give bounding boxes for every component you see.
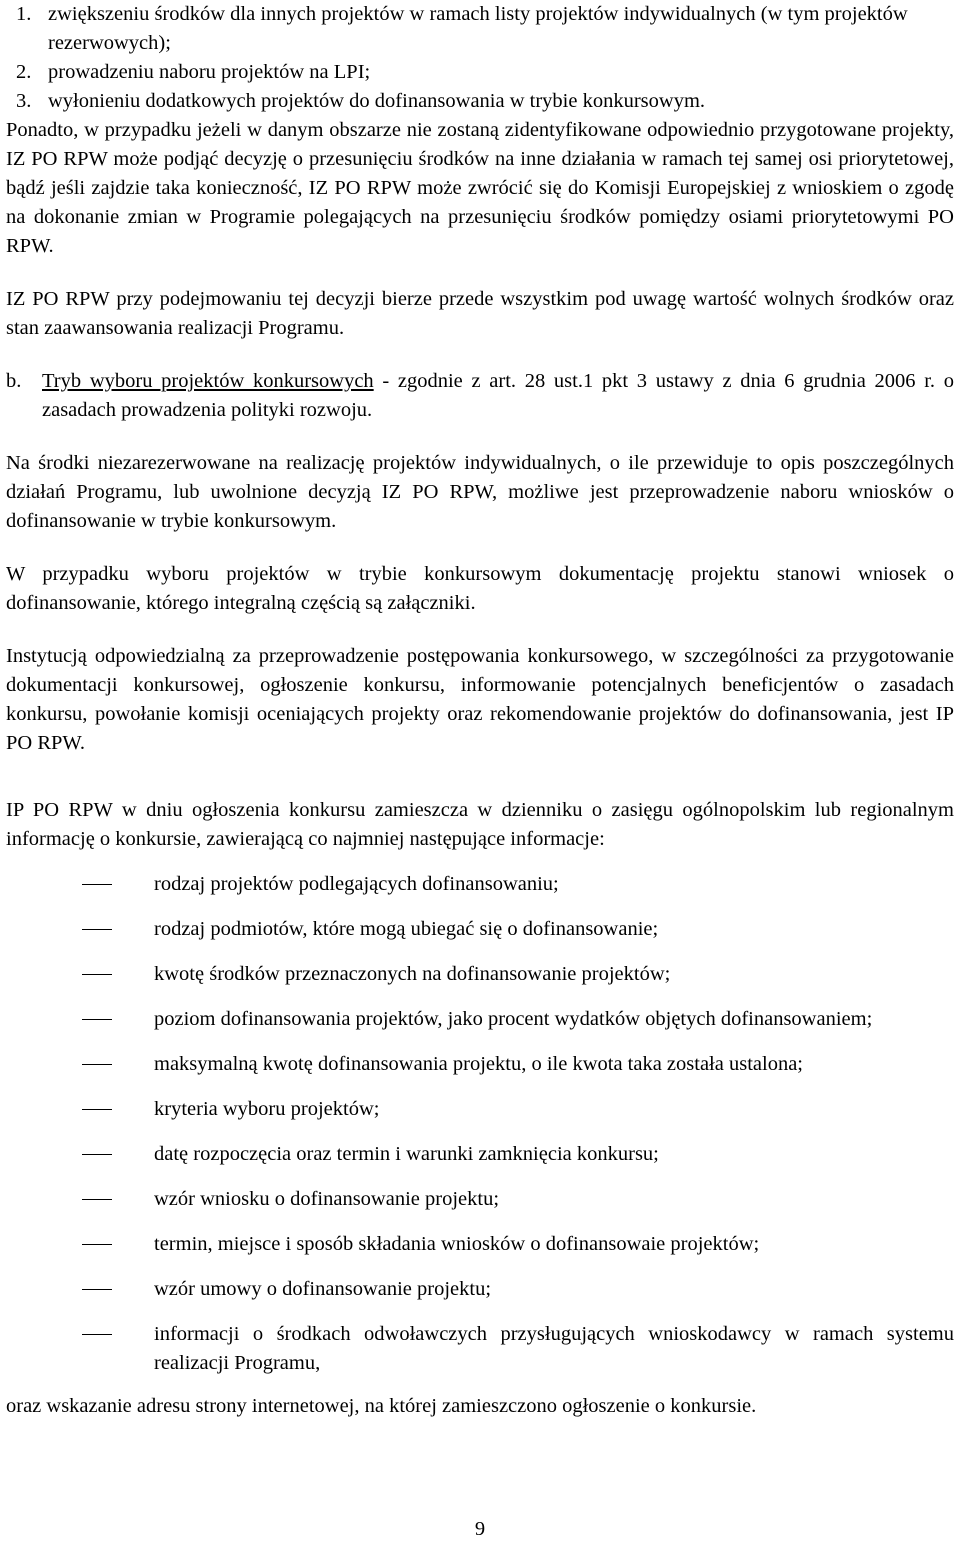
list-item: [6, 58, 954, 87]
dash-bullet: [6, 1320, 154, 1378]
section-b-heading: [6, 367, 954, 425]
list-number: 3.: [16, 90, 32, 112]
dash-bullet: [6, 960, 154, 989]
paragraph-instytucja: Instytucją odpowiedzialną za przeprowadzenie postępowania konkursowego, w szczególności za przygotowanie dokumentacji konkursowej, ogłoszenie konkursu, informowanie potencjalnych beneficjentów o zasadach konkursu, powołanie komisji oceniających projekty oraz rekomendowanie projektów do dofinansowania, jest IP PO RPW.: [6, 645, 954, 754]
dash-bullet: [6, 1005, 154, 1034]
dash-text: informacji o środkach odwoławczych przysługujących wnioskodawcy w ramach systemu realizacji Programu,: [154, 1323, 954, 1374]
paragraph-ip-po-rpw: IP PO RPW w dniu ogłoszenia konkursu zamieszcza w dzienniku o zasięgu ogólnopolskim lub regionalnym informację o konkursie, zawierającą co najmniej następujące informacje:: [6, 799, 954, 850]
paragraph-iz-decision: IZ PO RPW przy podejmowaniu tej decyzji bierze przede wszystkim pod uwagę wartość wolnych środków oraz stan zaawansowania realizacji Programu.: [6, 288, 954, 339]
section-text: [42, 367, 954, 425]
section-rest: - zgodnie z art. 28 ust.1 pkt 3 ustawy z dnia 6 grudnia 2006 r. o zasadach prowadzenia polityki rozwoju.: [42, 370, 954, 421]
dash-item: [6, 960, 954, 989]
document-page: [6, 0, 954, 1421]
dash-list: [6, 870, 954, 1378]
dash-text: wzór umowy o dofinansowanie projektu;: [154, 1278, 492, 1300]
dash-text: rodzaj podmiotów, które mogą ubiegać się o dofinansowanie;: [154, 918, 659, 940]
paragraph-oraz: oraz wskazanie adresu strony internetowej, na której zamieszczono ogłoszenie o konkursie.: [6, 1395, 757, 1417]
dash-bullet: [6, 1050, 154, 1079]
list-item: [6, 87, 954, 116]
section-title: Tryb wyboru projektów konkursowych: [42, 370, 374, 392]
dash-item: [6, 1140, 954, 1169]
dash-item: [6, 1050, 954, 1079]
dash-text: kryteria wyboru projektów;: [154, 1098, 380, 1120]
section-label: b.: [6, 370, 22, 392]
dash-text: datę rozpoczęcia oraz termin i warunki zamknięcia konkursu;: [154, 1143, 659, 1165]
dash-item: [6, 1185, 954, 1214]
paragraph-w-przypadku: W przypadku wyboru projektów w trybie konkursowym dokumentację projektu stanowi wniosek o dofinansowanie, którego integralną częścią są załączniki.: [6, 563, 954, 614]
dash-item: [6, 1230, 954, 1259]
dash-item: [6, 1005, 954, 1034]
list-number: 1.: [16, 3, 32, 25]
paragraph-ponadto: Ponadto, w przypadku jeżeli w danym obszarze nie zostaną zidentyfikowane odpowiednio przygotowane projekty, IZ PO RPW może podjąć decyzję o przesunięciu środków na inne działania w ramach tej samej osi priorytetowej, bądź jeśli zajdzie taka konieczność, IZ PO RPW może zwrócić się do Komisji Europejskiej z wnioskiem o zgodę na dokonanie zmian w Programie polegających na przesunięciu środków pomiędzy osiami priorytetowymi PO RPW.: [6, 119, 954, 257]
dash-bullet: [6, 1185, 154, 1214]
dash-item: [6, 870, 954, 899]
dash-bullet: [6, 915, 154, 944]
numbered-list: [6, 0, 954, 116]
dash-bullet: [6, 1095, 154, 1124]
dash-text: kwotę środków przeznaczonych na dofinansowanie projektów;: [154, 963, 671, 985]
dash-bullet: [6, 1275, 154, 1304]
list-number: 2.: [16, 61, 32, 83]
dash-item: [6, 1275, 954, 1304]
dash-bullet: [6, 870, 154, 899]
list-item: [6, 0, 954, 58]
dash-bullet: [6, 1230, 154, 1259]
dash-text: termin, miejsce i sposób składania wniosków o dofinansowaie projektów;: [154, 1233, 760, 1255]
dash-bullet: [6, 1140, 154, 1169]
dash-text: rodzaj projektów podlegających dofinansowaniu;: [154, 873, 559, 895]
list-text: zwiększeniu środków dla innych projektów w ramach listy projektów indywidualnych (w tym projektów rezerwowych);: [48, 3, 908, 54]
paragraph-na-srodki: Na środki niezarezerwowane na realizację projektów indywidualnych, o ile przewiduje to opis poszczególnych działań Programu, lub uwolnione decyzją IZ PO RPW, możliwe jest przeprowadzenie naboru wniosków o dofinansowanie w trybie konkursowym.: [6, 452, 954, 532]
page-number: 9: [474, 1518, 486, 1540]
dash-text: wzór wniosku o dofinansowanie projektu;: [154, 1188, 500, 1210]
list-text: prowadzeniu naboru projektów na LPI;: [48, 61, 371, 83]
dash-item: [6, 915, 954, 944]
list-text: wyłonieniu dodatkowych projektów do dofinansowania w trybie konkursowym.: [48, 90, 706, 112]
dash-item: [6, 1095, 954, 1124]
dash-text: maksymalną kwotę dofinansowania projektu, o ile kwota taka została ustalona;: [154, 1053, 803, 1075]
dash-text: poziom dofinansowania projektów, jako procent wydatków objętych dofinansowaniem;: [154, 1008, 873, 1030]
dash-item: [6, 1320, 954, 1378]
